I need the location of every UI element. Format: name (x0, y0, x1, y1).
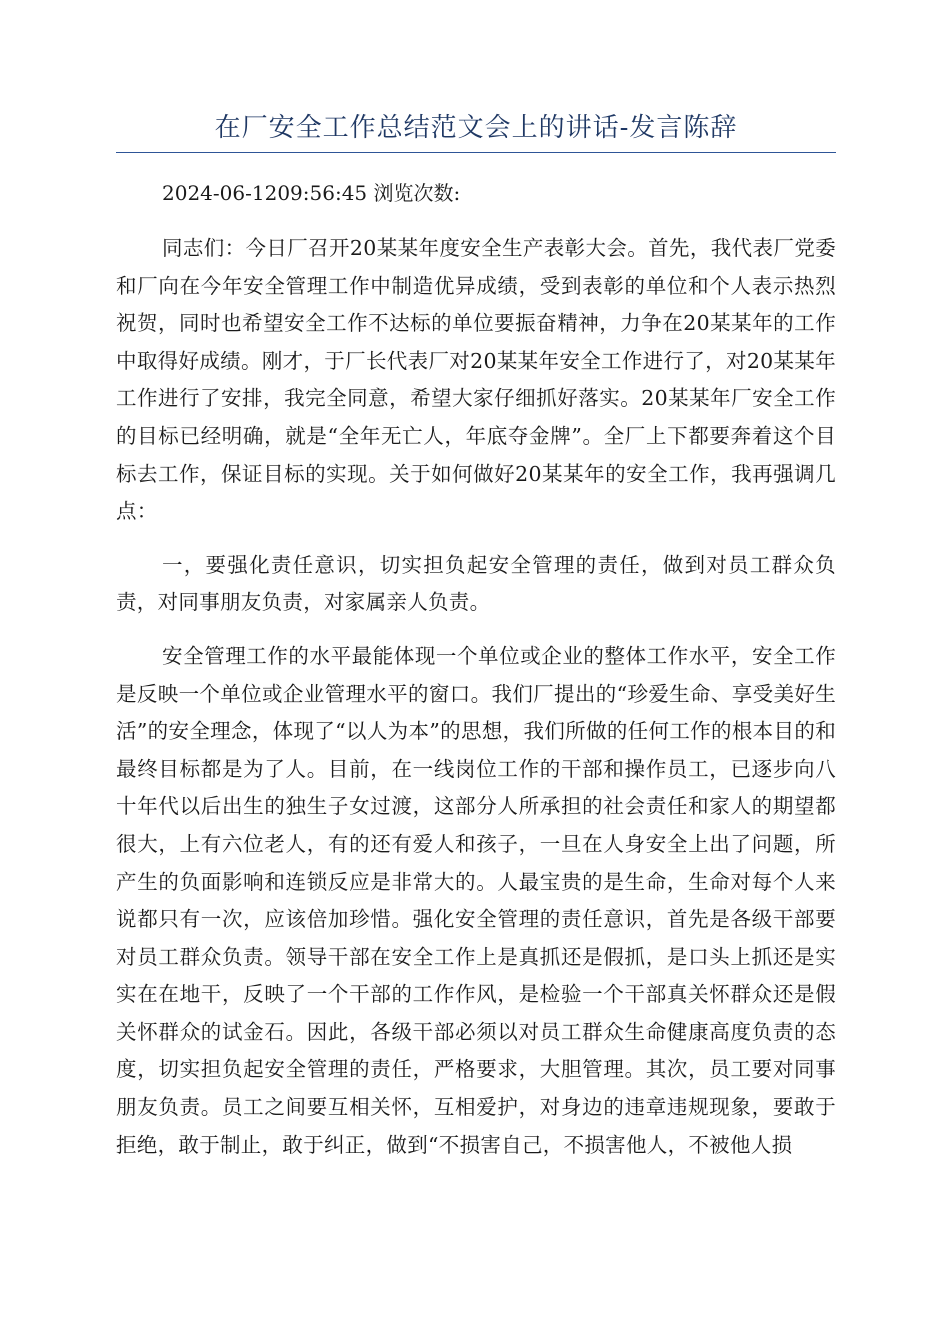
document-title: 在厂安全工作总结范文会上的讲话-发言陈辞 (116, 108, 836, 153)
paragraph-body: 安全管理工作的水平最能体现一个单位或企业的整体工作水平，安全工作是反映一个单位或企业管理水平的窗口。我们厂提出的“珍爱生命、享受美好生活”的安全理念，体现了“以人为本”的思想，我们所做的任何工作的根本目的和最终目标都是为了人。目前，在一线岗位工作的干部和操作员工，已逐步向八十年代以后出生的独生子女过渡，这部分人所承担的社会责任和家人的期望都很大，上有六位老人，有的还有爱人和孩子，一旦在人身安全上出了问题，所产生的负面影响和连锁反应是非常大的。人最宝贵的是生命，生命对每个人来说都只有一次，应该倍加珍惜。强化安全管理的责任意识，首先是各级干部要对员工群众负责。领导干部在安全工作上是真抓还是假抓，是口头上抓还是实实在在地干，反映了一个干部的工作作风，是检验一个干部真关怀群众还是假关怀群众的试金石。因此，各级干部必须以对员工群众生命健康高度负责的态度，切实担负起安全管理的责任，严格要求，大胆管理。其次，员工要对同事朋友负责。员工之间要互相关怀，互相爱护，对身边的违章违规现象，要敢于拒绝，敢于制止，敢于纠正，做到“不损害自己，不损害他人，不被他人损 (116, 643, 836, 1157)
paragraph-point-one: 一，要强化责任意识，切实担负起安全管理的责任，做到对员工群众负责，对同事朋友负责，对家属亲人负责。 (116, 552, 836, 615)
document-page (116, 108, 836, 1164)
publish-meta: 2024-06-1209:56:45 浏览次数: (162, 181, 461, 205)
paragraph-intro: 同志们：今日厂召开20某某年度安全生产表彰大会。首先，我代表厂党委和厂向在今年安全管理工作中制造优异成绩，受到表彰的单位和个人表示热烈祝贺，同时也希望安全工作不达标的单位要振奋精神，力争在20某某年的工作中取得好成绩。刚才，于厂长代表厂对20某某年安全工作进行了，对20某某年工作进行了安排，我完全同意，希望大家仔细抓好落实。20某某年厂安全工作的目标已经明确，就是“全年无亡人，年底夺金牌”。全厂上下都要奔着这个目标去工作，保证目标的实现。关于如何做好20某某年的安全工作，我再强调几点： (116, 236, 836, 524)
